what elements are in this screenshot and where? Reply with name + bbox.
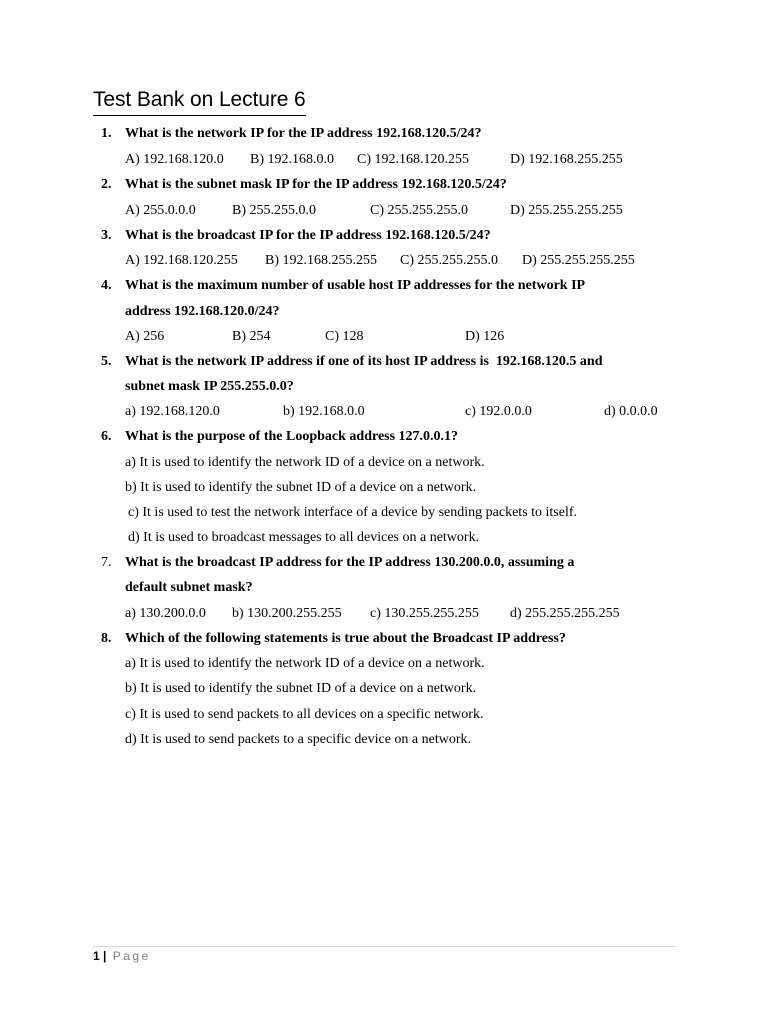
question-number: 7.	[101, 555, 112, 570]
question-text: subnet mask IP 255.255.0.0?	[125, 379, 294, 394]
page-label: Page	[112, 949, 151, 963]
option: C) 128	[325, 329, 364, 344]
option: D) 255.255.255.255	[510, 203, 623, 218]
option: D) 192.168.255.255	[510, 152, 623, 167]
option: c) It is used to send packets to all devices on a specific network.	[125, 707, 484, 722]
option: B) 192.168.255.255	[265, 253, 377, 268]
option: a) It is used to identify the network ID of a device on a network.	[125, 455, 485, 470]
option: d) It is used to send packets to a specific device on a network.	[125, 732, 472, 747]
question-text: What is the purpose of the Loopback address 127.0.0.1?	[125, 429, 459, 444]
option: D) 126	[465, 329, 505, 344]
option: c) 192.0.0.0	[465, 404, 532, 419]
option: d) It is used to broadcast messages to all devices on a network.	[128, 530, 480, 545]
question-number: 1.	[101, 126, 112, 141]
option: b) 192.168.0.0	[283, 404, 365, 419]
question-text: address 192.168.120.0/24?	[125, 304, 280, 319]
option: A) 192.168.120.255	[125, 253, 238, 268]
page-title: Test Bank on Lecture 6	[93, 86, 306, 116]
question-number: 8.	[101, 631, 112, 646]
option: a) It is used to identify the network ID of a device on a network.	[125, 656, 485, 671]
page-footer	[93, 947, 151, 965]
option: A) 256	[125, 329, 165, 344]
option: B) 254	[232, 329, 271, 344]
option: A) 255.0.0.0	[125, 203, 196, 218]
question-number: 5.	[101, 354, 112, 369]
option: b) It is used to identify the subnet ID of a device on a network.	[125, 681, 477, 696]
option: C) 255.255.255.0	[400, 253, 498, 268]
question-number: 4.	[101, 278, 112, 293]
page-number: 1	[93, 949, 100, 963]
option: B) 255.255.0.0	[232, 203, 316, 218]
option: b) It is used to identify the subnet ID of a device on a network.	[125, 480, 477, 495]
question-text: Which of the following statements is true about the Broadcast IP address?	[125, 631, 566, 646]
option: b) 130.200.255.255	[232, 606, 342, 621]
question-number: 6.	[101, 429, 112, 444]
option: a) 192.168.120.0	[125, 404, 220, 419]
option: a) 130.200.0.0	[125, 606, 206, 621]
option: C) 255.255.255.0	[370, 203, 468, 218]
footer-divider	[93, 946, 677, 947]
question-text: What is the broadcast IP address for the IP address 130.200.0.0, assuming a	[125, 555, 575, 570]
option: B) 192.168.0.0	[250, 152, 334, 167]
question-text: What is the maximum number of usable host IP addresses for the network IP	[125, 278, 586, 293]
option: C) 192.168.120.255	[357, 152, 469, 167]
question-number: 2.	[101, 177, 112, 192]
question-text: What is the broadcast IP for the IP address 192.168.120.5/24?	[125, 228, 491, 243]
option: d) 255.255.255.255	[510, 606, 620, 621]
option: c) 130.255.255.255	[370, 606, 479, 621]
question-text: What is the network IP for the IP address 192.168.120.5/24?	[125, 126, 482, 141]
option: c) It is used to test the network interface of a device by sending packets to itself.	[128, 505, 578, 520]
page-separator: |	[103, 949, 107, 963]
option: A) 192.168.120.0	[125, 152, 224, 167]
question-text: default subnet mask?	[125, 580, 253, 595]
question-number: 3.	[101, 228, 112, 243]
option: d) 0.0.0.0	[604, 404, 658, 419]
question-text: What is the subnet mask IP for the IP address 192.168.120.5/24?	[125, 177, 507, 192]
option: D) 255.255.255.255	[522, 253, 635, 268]
question-text: What is the network IP address if one of its host IP address is 192.168.120.5 and	[125, 354, 603, 369]
